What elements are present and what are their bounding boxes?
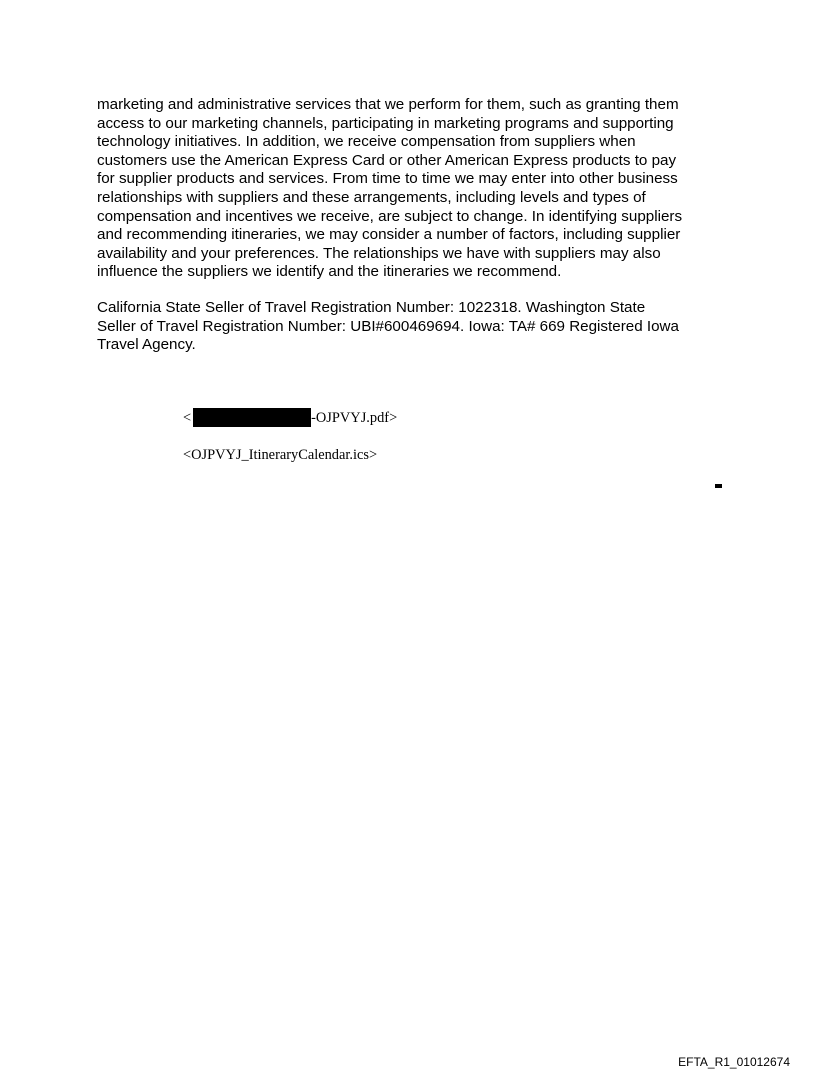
attachment-calendar[interactable] — [183, 446, 377, 464]
attachment-suffix: -OJPVYJ.pdf> — [311, 409, 398, 426]
paragraph-line: availability and your preferences. The relationships we have with suppliers may also — [97, 244, 661, 262]
paragraph-line: access to our marketing channels, participating in marketing programs and supporting — [97, 114, 674, 132]
paragraph-line: compensation and incentives we receive, are subject to change. In identifying suppliers — [97, 207, 683, 225]
scan-mark — [715, 484, 722, 488]
paragraph-line: California State Seller of Travel Registration Number: 1022318. Washington State — [97, 299, 646, 316]
document-id: EFTA_R1_01012674 — [678, 1055, 790, 1069]
attachment-pdf[interactable] — [183, 408, 397, 427]
supplier-compensation-paragraph — [97, 96, 737, 282]
paragraph-line: relationships with suppliers and these arrangements, including levels and types of — [97, 188, 646, 206]
paragraph-line: Seller of Travel Registration Number: UBI#600469694. Iowa: TA# 669 Registered Iowa — [97, 317, 679, 335]
paragraph-line: and recommending itineraries, we may consider a number of factors, including supplier — [97, 226, 681, 244]
paragraph-line: technology initiatives. In addition, we receive compensation from suppliers when — [97, 133, 636, 151]
attachment-prefix: < — [183, 409, 192, 426]
paragraph-line: customers use the American Express Card or other American Express products to pay — [97, 151, 677, 169]
paragraph-line: influence the suppliers we identify and the itineraries we recommend. — [97, 263, 562, 281]
registration-paragraph — [97, 299, 737, 355]
paragraph-line: for supplier products and services. From time to time we may enter into other business — [97, 170, 678, 188]
attachment-name: <OJPVYJ_ItineraryCalendar.ics> — [183, 447, 378, 463]
paragraph-line: marketing and administrative services that we perform for them, such as granting them — [97, 96, 679, 113]
redaction-block — [193, 408, 311, 427]
paragraph-line: Travel Agency. — [97, 336, 196, 354]
